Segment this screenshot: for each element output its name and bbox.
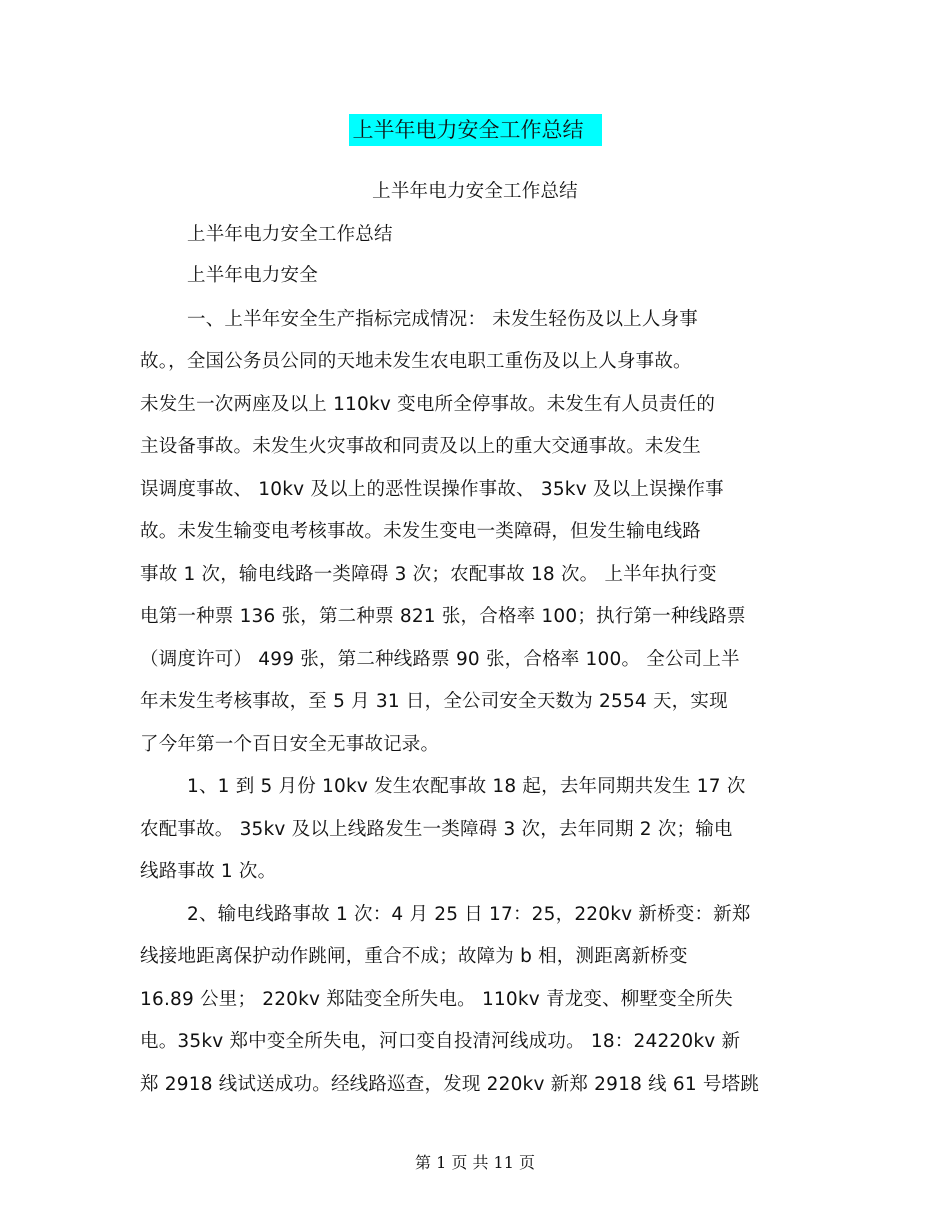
body-line: 一、上半年安全生产指标完成情况： 未发生轻伤及以上人身事 [187,309,698,330]
body-line: 未发生一次两座及以上 110kv 变电所全停事故。未发生有人员责任的 [140,394,716,415]
body-line: 线接地距离保护动作跳闸，重合不成；故障为 b 相，测距离新桥变 [140,946,688,967]
body-line: 上半年电力安全 [187,265,318,286]
body-line: 年未发生考核事故，至 5 月 31 日，全公司安全天数为 2554 天，实现 [140,691,728,712]
body-line: （调度许可） 499 张，第二种线路票 90 张，合格率 100。 全公司上半 [140,649,740,670]
body-line: 16.89 公里； 220kv 郑陆变全所失电。 110kv 青龙变、柳墅变全所失 [140,989,734,1010]
body-line: 电第一种票 136 张，第二种票 821 张，合格率 100；执行第一种线路票 [140,606,746,627]
body-line: 电。35kv 郑中变全所失电，河口变自投清河线成功。 18：24220kv 新 [140,1031,741,1052]
body-line: 郑 2918 线试送成功。经线路巡查，发现 220kv 新郑 2918 线 61 号塔跳 [140,1074,760,1095]
body-line: 主设备事故。未发生火灾事故和同责及以上的重大交通事故。未发生 [140,436,702,457]
subtitle-line: 上半年电力安全工作总结 [372,181,578,202]
body-line: 1、1 到 5 月份 10kv 发生农配事故 18 起，去年同期共发生 17 次 [187,776,746,797]
body-line: 2、输电线路事故 1 次：4 月 25 日 17：25，220kv 新桥变：新郑 [187,904,751,925]
page-number-footer: 第 1 页 共 11 页 [415,1153,535,1172]
body-line: 误调度事故、 10kv 及以上的恶性误操作事故、 35kv 及以上误操作事 [140,479,724,500]
document-title: 上半年电力安全工作总结 [349,114,602,146]
body-line: 线路事故 1 次。 [140,861,277,882]
body-line: 上半年电力安全工作总结 [187,224,393,245]
body-line: 事故 1 次，输电线路一类障碍 3 次；农配事故 18 次。 上半年执行变 [140,564,717,585]
body-line: 农配事故。 35kv 及以上线路发生一类障碍 3 次，去年同期 2 次；输电 [140,819,733,840]
body-line: 了今年第一个百日安全无事故记录。 [140,734,440,755]
title-container [0,114,950,146]
body-line: 故。未发生输变电考核事故。未发生变电一类障碍，但发生输电线路 [140,521,702,542]
body-line: 故。，全国公务员公同的天地未发生农电职工重伤及以上人身事故。 [140,351,692,372]
